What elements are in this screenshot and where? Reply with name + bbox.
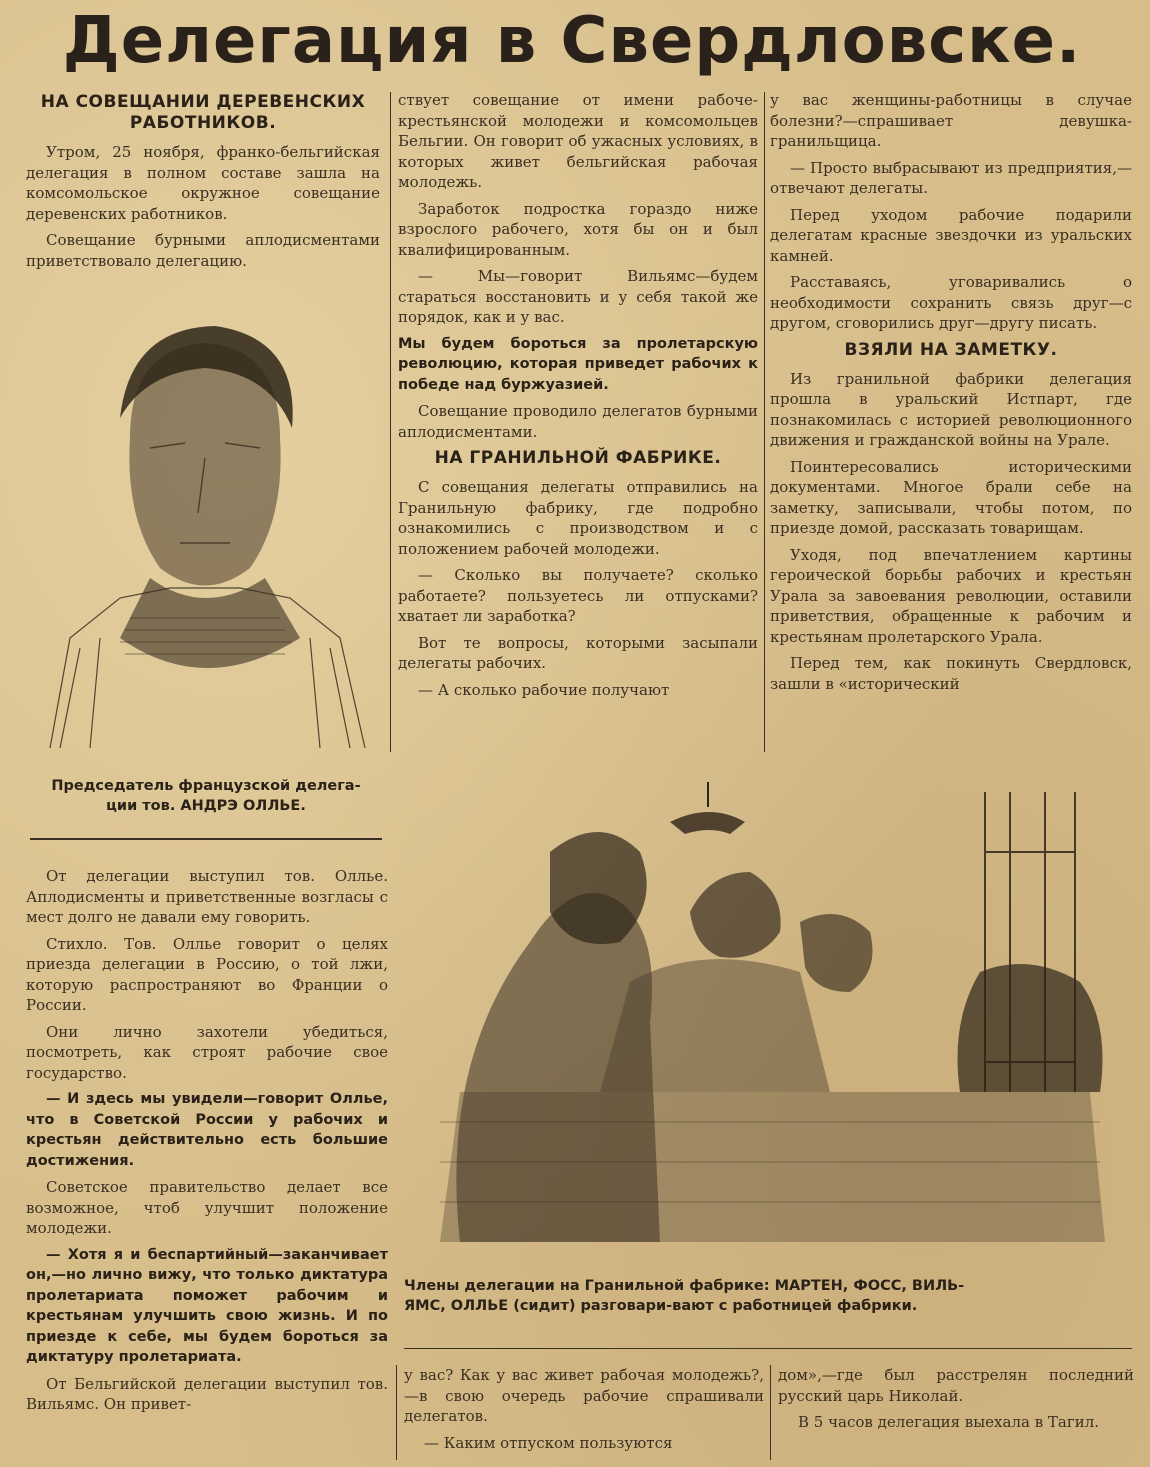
caption-line: ции тов. АНДРЭ ОЛЛЬЕ.	[106, 798, 306, 814]
paragraph: Уходя, под впечатлением картины героической борьбы рабочих и крестьян Урала за завоевания революции, оставили приветствия, обращенные к рабочим и крестьянам пролетарского Урала.	[770, 545, 1132, 646]
paragraph: Перед тем, как покинуть Свердловск, зашли в «исторический	[770, 654, 1132, 693]
caption-line: Члены делегации на Гранильной фабрике: МАРТЕН, ФОСС, ВИЛЬ-	[404, 1278, 965, 1294]
factory-illustration	[400, 762, 1135, 1262]
paragraph: у вас? Как у вас живет рабочая молодежь?,—в свою очередь рабочие спрашивали делегатов.	[404, 1366, 764, 1425]
column-rule	[390, 92, 391, 752]
paragraph: Мы будем бороться за пролетарскую революцию, которая приведет рабочих к победе над буржуазией.	[398, 335, 758, 393]
heading-village-meeting: НА СОВЕЩАНИИ ДЕРЕВЕНСКИХ РАБОТНИКОВ.	[40, 92, 366, 133]
paragraph: Из гранильной фабрики делегация прошла в уральский Истпарт, где познакомилась с историей революционного движения и гражданской войны на Урале.	[770, 369, 1132, 449]
paragraph: — Мы—говорит Вильямс—будем стараться восстановить и у себя такой же порядок, как и у вас.	[398, 267, 758, 326]
column-3-bottom	[778, 1365, 1134, 1460]
paragraph: — Хотя я и беспартийный—заканчивает он,—но лично вижу, что только диктатура пролетариата поможет рабочим и крестьянам улучшить свою жизнь. И по приезде к себе, мы будем бороться за диктатуру пролетариата.	[26, 1246, 388, 1365]
paragraph: Поинтересовались историческими документами. Многое брали себе на заметку, записывали, чтобы потом, по приезде домой, рассказать товарищам.	[770, 457, 1132, 537]
paragraph: дом»,—где был расстрелян последний русский царь Николай.	[778, 1366, 1134, 1405]
divider	[30, 838, 382, 840]
paragraph: Совещание проводило делегатов бурными аплодисментами.	[398, 402, 758, 441]
caption-line: Председатель французской делега-	[51, 778, 361, 794]
heading-cutting-factory: НА ГРАНИЛЬНОЙ ФАБРИКЕ.	[434, 448, 722, 468]
portrait-caption	[26, 776, 386, 816]
column-rule	[396, 1365, 397, 1460]
caption-line: ЯМС, ОЛЛЬЕ (сидит) разговари-вают с работницей фабрики.	[404, 1298, 918, 1314]
paragraph: ствует совещание от имени рабоче-крестьянской молодежи и комсомольцев Бельгии. Он говорит об ужасных условиях, в которых живет бельгийская рабочая молодежь.	[398, 91, 758, 191]
paragraph: Перед уходом рабочие подарили делегатам красные звездочки из уральских камней.	[770, 205, 1132, 265]
paragraph: Совещание бурными аплодисментами приветствовало делегацию.	[26, 231, 380, 270]
paragraph: От делегации выступил тов. Оллье. Аплодисменты и приветственные возгласы с мест долго не давали ему говорить.	[26, 867, 388, 926]
column-2-bottom	[404, 1365, 764, 1460]
paragraph: Вот те вопросы, которыми засыпали делегаты рабочих.	[398, 633, 758, 672]
column-1-lower	[26, 866, 388, 1456]
column-rule	[770, 1365, 771, 1460]
paragraph: Советское правительство делает все возможное, чтоб улучшит положение молодежи.	[26, 1178, 388, 1237]
paragraph: Стихло. Тов. Оллье говорит о целях приезда делегации в Россию, о той лжи, которую распространяют во Франции о России.	[26, 934, 388, 1014]
portrait-illustration	[30, 318, 380, 758]
paragraph: Они лично захотели убедиться, посмотреть, как строят рабочие свое государство.	[26, 1022, 388, 1082]
paragraph: Утром, 25 ноября, франко-бельгийская делегация в полном составе зашла на комсомольское окружное совещание деревенских работников.	[26, 143, 380, 223]
headline: Делегация в Свердловске.	[62, 4, 1082, 78]
paragraph: — А сколько рабочие получают	[418, 680, 670, 699]
paragraph: В 5 часов делегация выехала в Тагил.	[798, 1413, 1100, 1431]
paragraph: Заработок подростка гораздо ниже взрослого рабочего, хотя бы он и был квалифицированным.	[398, 199, 758, 259]
paragraph: От Бельгийской делегации выступил тов. Вильямс. Он привет-	[26, 1374, 388, 1413]
paragraph: — Просто выбрасывают из предприятия,—отвечают делегаты.	[770, 158, 1132, 197]
paragraph: — Каким отпуском пользуются	[424, 1433, 673, 1452]
paragraph: Расставаясь, уговаривались о необходимости сохранить связь друг—с другом, сговорились друг—другу писать.	[770, 273, 1132, 332]
paragraph: С совещания делегаты отправились на Гранильную фабрику, где подробно ознакомились с производством и с положением рабочей молодежи.	[398, 478, 758, 558]
heading-took-notes: ВЗЯЛИ НА ЗАМЕТКУ.	[844, 339, 1058, 360]
paragraph: у вас женщины-работницы в случае болезни?—спрашивает девушка-гранильщица.	[770, 91, 1132, 150]
column-1-top	[26, 90, 380, 320]
column-2	[398, 90, 758, 750]
divider	[404, 1348, 1132, 1349]
column-rule	[764, 92, 765, 752]
paragraph: — Сколько вы получаете? сколько работаете? пользуетесь ли отпусками? хватает ли заработка?	[398, 566, 758, 625]
illustration-caption	[404, 1276, 1134, 1316]
paragraph: — И здесь мы увидели—говорит Оллье, что в Советской России у рабочих и крестьян действительно есть большие достижения.	[26, 1091, 388, 1169]
column-3	[770, 90, 1132, 750]
